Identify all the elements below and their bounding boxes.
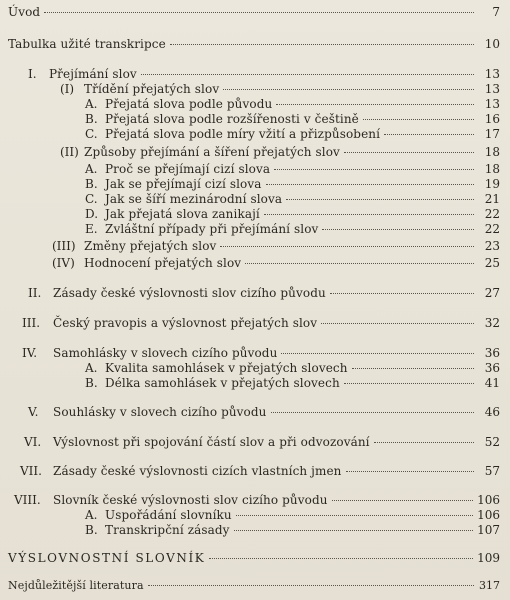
entry-page: 107 — [477, 523, 500, 537]
toc-entry-uvod — [8, 5, 500, 20]
toc-subsection — [85, 162, 500, 177]
entry-page: 57 — [484, 464, 500, 478]
leader-dots — [384, 134, 474, 135]
entry-page: 25 — [484, 256, 500, 270]
entry-title: Slovník české výslovnosti slov cizího původu — [53, 493, 328, 507]
entry-page: 21 — [484, 192, 500, 206]
toc-chapter-5 — [28, 405, 500, 420]
entry-title: Tabulka užité transkripce — [8, 37, 166, 51]
toc-chapter-3 — [22, 316, 500, 331]
leader-dots — [332, 500, 474, 501]
entry-number: VIII. — [14, 493, 41, 507]
entry-title: Jak se šíří mezinárodní slova — [105, 192, 283, 206]
entry-page: 10 — [484, 37, 500, 51]
entry-number: (IV) — [52, 256, 75, 270]
entry-number: (II) — [60, 145, 79, 159]
entry-page: 16 — [484, 112, 500, 126]
toc-chapter-4 — [22, 346, 500, 361]
entry-title: Změny přejatých slov — [84, 239, 217, 253]
leader-dots — [264, 214, 474, 215]
entry-title: Délka samohlásek v přejatých slovech — [105, 376, 340, 390]
entry-title: Kvalita samohlásek v přejatých slovech — [105, 361, 348, 375]
entry-title: Uspořádání slovníku — [105, 508, 232, 522]
toc-subsection — [85, 523, 500, 538]
leader-dots — [245, 263, 474, 264]
entry-page: 13 — [484, 97, 500, 111]
entry-title: Přejímání slov — [49, 67, 137, 81]
leader-dots — [374, 442, 474, 443]
entry-number: A. — [85, 508, 98, 522]
entry-number: (III) — [52, 239, 76, 253]
leader-dots — [209, 558, 473, 559]
entry-number: B. — [85, 112, 98, 126]
leader-dots — [141, 74, 474, 75]
entry-title: Jak se přejímají cizí slova — [105, 177, 262, 191]
entry-page: 23 — [484, 239, 500, 253]
entry-page: 27 — [484, 286, 500, 300]
leader-dots — [234, 530, 474, 531]
toc-chapter-1 — [28, 67, 500, 82]
entry-number: C. — [85, 192, 98, 206]
toc-subsection — [85, 361, 500, 376]
entry-page: 32 — [484, 316, 500, 330]
entry-page: 317 — [479, 579, 500, 592]
entry-title: Přejatá slova podle původu — [105, 97, 273, 111]
entry-page: 41 — [484, 376, 500, 390]
entry-title: Třídění přejatých slov — [84, 82, 220, 96]
entry-page: 22 — [484, 222, 500, 236]
entry-title: Souhlásky v slovech cizího původu — [53, 405, 267, 419]
entry-page: 18 — [484, 162, 500, 176]
leader-dots — [170, 44, 474, 45]
entry-title: Hodnocení přejatých slov — [84, 256, 242, 270]
entry-title: Samohlásky v slovech cizího původu — [53, 346, 278, 360]
entry-page: 7 — [492, 5, 500, 19]
entry-title: Nejdůležitější literatura — [8, 579, 144, 592]
toc-entry-slovnik — [8, 551, 500, 566]
leader-dots — [220, 246, 474, 247]
entry-title: Český pravopis a výslovnost přejatých slov — [53, 316, 318, 330]
entry-page: 109 — [477, 551, 500, 565]
entry-number: B. — [85, 177, 98, 191]
entry-title: Zvláštní případy při přejímání slov — [105, 222, 319, 236]
entry-title: Jak přejatá slova zanikají — [105, 207, 260, 221]
toc-chapter-2 — [28, 286, 500, 301]
entry-number: IV. — [22, 346, 38, 360]
leader-dots — [274, 169, 474, 170]
entry-title: Přejatá slova podle rozšířenosti v češtině — [105, 112, 359, 126]
leader-dots — [286, 199, 474, 200]
leader-dots — [363, 119, 474, 120]
leader-dots — [330, 293, 474, 294]
entry-title: Výslovnost při spojování částí slov a při odvozování — [53, 435, 370, 449]
toc-chapter-7 — [20, 464, 500, 479]
entry-number: II. — [28, 286, 42, 300]
entry-page: 13 — [484, 82, 500, 96]
entry-page: 13 — [484, 67, 500, 81]
leader-dots — [276, 104, 474, 105]
entry-title: Proč se přejímají cizí slova — [105, 162, 271, 176]
entry-number: A. — [85, 361, 98, 375]
leader-dots — [344, 152, 474, 153]
leader-dots — [352, 368, 474, 369]
toc-subsection — [85, 222, 500, 237]
entry-page: 22 — [484, 207, 500, 221]
leader-dots — [344, 383, 474, 384]
entry-title: VÝSLOVNOSTNÍ SLOVNÍK — [8, 551, 206, 565]
entry-page: 17 — [484, 127, 500, 141]
entry-number: VII. — [20, 464, 42, 478]
entry-page: 36 — [484, 346, 500, 360]
entry-title: Zásady české výslovnosti slov cizího původu — [53, 286, 326, 300]
toc-subsection — [85, 97, 500, 112]
toc-entry-literatura — [8, 578, 500, 593]
leader-dots — [148, 585, 474, 586]
leader-dots — [44, 12, 474, 13]
entry-number: E. — [85, 222, 98, 236]
entry-number: A. — [85, 97, 98, 111]
entry-number: C. — [85, 127, 98, 141]
entry-number: B. — [85, 523, 98, 537]
toc-section — [60, 82, 500, 97]
toc-subsection — [85, 177, 500, 192]
entry-page: 106 — [477, 508, 500, 522]
entry-page: 36 — [484, 361, 500, 375]
entry-number: D. — [85, 207, 99, 221]
leader-dots — [321, 323, 474, 324]
entry-number: A. — [85, 162, 98, 176]
toc-chapter-8 — [14, 493, 500, 508]
toc-section — [52, 256, 500, 271]
leader-dots — [346, 471, 475, 472]
leader-dots — [322, 229, 474, 230]
toc-section — [60, 145, 500, 160]
leader-dots — [271, 412, 475, 413]
entry-number: B. — [85, 376, 98, 390]
leader-dots — [236, 515, 473, 516]
toc-subsection — [85, 127, 500, 142]
entry-number: III. — [22, 316, 41, 330]
entry-page: 19 — [484, 177, 500, 191]
toc-entry-tabulka — [8, 37, 500, 52]
leader-dots — [223, 89, 474, 90]
entry-title: Zásady české výslovnosti cizích vlastních jmen — [53, 464, 342, 478]
entry-title: Úvod — [8, 5, 41, 19]
entry-number: VI. — [24, 435, 42, 449]
entry-title: Transkripční zásady — [105, 523, 230, 537]
toc-section — [52, 239, 500, 254]
toc-subsection — [85, 207, 500, 222]
toc-subsection — [85, 192, 500, 207]
entry-title: Přejatá slova podle míry vžití a přizpůsobení — [105, 127, 381, 141]
entry-page: 46 — [484, 405, 500, 419]
entry-number: I. — [28, 67, 37, 81]
entry-page: 106 — [477, 493, 500, 507]
toc-subsection — [85, 508, 500, 523]
entry-page: 52 — [484, 435, 500, 449]
leader-dots — [266, 184, 475, 185]
toc-chapter-6 — [24, 435, 500, 450]
entry-number: V. — [28, 405, 39, 419]
entry-title: Způsoby přejímání a šíření přejatých slov — [84, 145, 340, 159]
toc-subsection — [85, 112, 500, 127]
toc-subsection — [85, 376, 500, 391]
leader-dots — [281, 353, 474, 354]
entry-page: 18 — [484, 145, 500, 159]
entry-number: (I) — [60, 82, 75, 96]
